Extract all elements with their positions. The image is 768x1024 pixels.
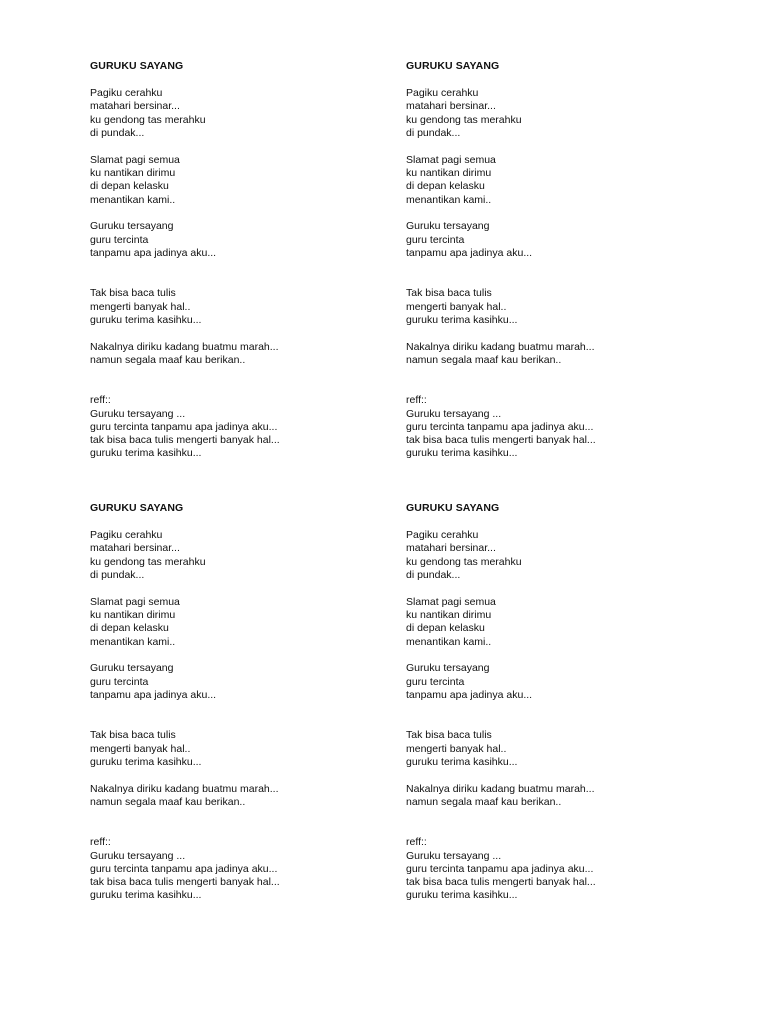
lyric-line: guruku terima kasihku...	[90, 313, 202, 326]
refrain	[90, 836, 390, 902]
lyric-line: matahari bersinar...	[90, 100, 180, 113]
lyric-line: guruku terima kasihku...	[406, 313, 518, 326]
refrain-label: reff::	[406, 394, 427, 407]
lyric-line: guru tercinta tanpamu apa jadinya aku...	[406, 862, 594, 875]
lyric-line: matahari bersinar...	[90, 542, 180, 555]
lyric-line: ku gendong tas merahku	[90, 113, 206, 126]
lyric-line: matahari bersinar...	[406, 542, 496, 555]
lyric-line: mengerti banyak hal..	[90, 300, 191, 313]
lyric-line: guru tercinta	[406, 675, 465, 688]
lyric-line: Slamat pagi semua	[90, 153, 180, 166]
lyric-line: mengerti banyak hal..	[90, 742, 191, 755]
lyric-line: Nakalnya diriku kadang buatmu marah...	[90, 782, 279, 795]
refrain-label: reff::	[90, 836, 111, 849]
lyric-line: menantikan kami..	[406, 193, 492, 206]
verse-5	[406, 783, 706, 810]
lyric-line: Pagiku cerahku	[406, 87, 479, 99]
lyric-line: Guruku tersayang ...	[90, 849, 186, 862]
lyric-line: Slamat pagi semua	[406, 595, 496, 608]
refrain	[90, 394, 390, 460]
lyric-line: di depan kelasku	[90, 622, 169, 635]
refrain	[406, 394, 706, 460]
verse-2	[90, 154, 390, 207]
verse-4	[406, 287, 706, 327]
verse-2	[90, 596, 390, 649]
lyric-line: Tak bisa baca tulis	[90, 729, 176, 742]
lyric-line: ku gendong tas merahku	[406, 113, 522, 126]
lyric-line: Pagiku cerahku	[406, 529, 479, 541]
lyric-line: ku gendong tas merahku	[406, 555, 522, 568]
song-title: GURUKU SAYANG	[406, 502, 500, 514]
lyric-line: tanpamu apa jadinya aku...	[406, 688, 533, 701]
lyric-line: Guruku tersayang ...	[90, 407, 186, 420]
verse-2	[406, 596, 706, 649]
lyric-line: Nakalnya diriku kadang buatmu marah...	[406, 340, 595, 353]
lyric-line: ku nantikan dirimu	[90, 166, 176, 179]
lyric-line: Tak bisa baca tulis	[406, 287, 492, 300]
lyric-line: tak bisa baca tulis mengerti banyak hal...	[406, 434, 596, 447]
lyric-line: tanpamu apa jadinya aku...	[90, 688, 217, 701]
lyric-line: mengerti banyak hal..	[406, 742, 507, 755]
refrain-label: reff::	[90, 394, 111, 407]
verse-1	[90, 529, 390, 582]
lyric-line: Nakalnya diriku kadang buatmu marah...	[406, 782, 595, 795]
lyric-line: ku gendong tas merahku	[90, 555, 206, 568]
verse-4	[90, 729, 390, 769]
verse-1	[406, 529, 706, 582]
lyric-line: guruku terima kasihku...	[406, 755, 518, 768]
verse-5	[90, 783, 390, 810]
lyric-line: namun segala maaf kau berikan..	[90, 353, 246, 366]
verse-3	[90, 662, 390, 702]
verse-3	[406, 662, 706, 702]
lyric-line: Guruku tersayang	[90, 662, 174, 675]
lyric-line: Nakalnya diriku kadang buatmu marah...	[90, 340, 279, 353]
lyric-line: guru tercinta	[90, 233, 149, 246]
verse-4	[90, 287, 390, 327]
lyric-line: di depan kelasku	[406, 622, 485, 635]
song-copy-bottom-right	[406, 502, 706, 903]
lyric-line: tak bisa baca tulis mengerti banyak hal...	[90, 434, 280, 447]
lyric-line: guru tercinta tanpamu apa jadinya aku...	[90, 420, 278, 433]
lyric-line: guruku terima kasihku...	[406, 889, 518, 902]
lyric-line: namun segala maaf kau berikan..	[90, 795, 246, 808]
refrain	[406, 836, 706, 902]
lyric-line: guru tercinta	[90, 675, 149, 688]
lyric-line: Guruku tersayang ...	[406, 407, 502, 420]
song-title: GURUKU SAYANG	[90, 502, 184, 514]
lyric-line: guruku terima kasihku...	[90, 889, 202, 902]
verse-1	[90, 87, 390, 140]
lyric-line: tanpamu apa jadinya aku...	[406, 246, 533, 259]
verse-5	[406, 341, 706, 368]
lyric-line: ku nantikan dirimu	[406, 166, 492, 179]
lyric-line: di pundak...	[90, 126, 145, 139]
lyric-line: Pagiku cerahku	[90, 87, 163, 99]
lyric-line: Slamat pagi semua	[90, 595, 180, 608]
lyric-line: di pundak...	[90, 568, 145, 581]
verse-3	[406, 220, 706, 260]
lyric-line: Pagiku cerahku	[90, 529, 163, 541]
lyric-line: di depan kelasku	[90, 180, 169, 193]
verse-2	[406, 154, 706, 207]
song-copy-bottom-left	[90, 502, 390, 903]
verse-3	[90, 220, 390, 260]
lyric-line: ku nantikan dirimu	[90, 608, 176, 621]
lyric-line: guruku terima kasihku...	[90, 447, 202, 460]
lyric-line: di pundak...	[406, 126, 461, 139]
lyric-line: ku nantikan dirimu	[406, 608, 492, 621]
lyric-line: tak bisa baca tulis mengerti banyak hal...	[406, 876, 596, 889]
refrain-label: reff::	[406, 836, 427, 849]
lyric-line: menantikan kami..	[90, 635, 176, 648]
lyric-line: tanpamu apa jadinya aku...	[90, 246, 217, 259]
lyric-line: mengerti banyak hal..	[406, 300, 507, 313]
lyric-line: Guruku tersayang	[406, 662, 490, 675]
lyric-line: di pundak...	[406, 568, 461, 581]
verse-1	[406, 87, 706, 140]
lyric-line: menantikan kami..	[90, 193, 176, 206]
lyric-line: menantikan kami..	[406, 635, 492, 648]
verse-5	[90, 341, 390, 368]
lyric-line: tak bisa baca tulis mengerti banyak hal...	[90, 876, 280, 889]
lyric-line: guruku terima kasihku...	[406, 447, 518, 460]
lyric-line: Guruku tersayang ...	[406, 849, 502, 862]
lyric-line: matahari bersinar...	[406, 100, 496, 113]
lyric-line: Tak bisa baca tulis	[90, 287, 176, 300]
lyric-line: namun segala maaf kau berikan..	[406, 353, 562, 366]
lyric-line: guru tercinta	[406, 233, 465, 246]
song-copy-top-left	[90, 60, 390, 461]
lyric-line: guru tercinta tanpamu apa jadinya aku...	[90, 862, 278, 875]
lyric-line: guru tercinta tanpamu apa jadinya aku...	[406, 420, 594, 433]
lyric-line: guruku terima kasihku...	[90, 755, 202, 768]
song-title: GURUKU SAYANG	[406, 60, 500, 72]
lyric-line: Guruku tersayang	[90, 220, 174, 233]
song-copy-top-right	[406, 60, 706, 461]
lyric-line: Guruku tersayang	[406, 220, 490, 233]
lyric-line: Slamat pagi semua	[406, 153, 496, 166]
lyric-line: namun segala maaf kau berikan..	[406, 795, 562, 808]
song-title: GURUKU SAYANG	[90, 60, 184, 72]
verse-4	[406, 729, 706, 769]
lyric-line: di depan kelasku	[406, 180, 485, 193]
lyric-line: Tak bisa baca tulis	[406, 729, 492, 742]
